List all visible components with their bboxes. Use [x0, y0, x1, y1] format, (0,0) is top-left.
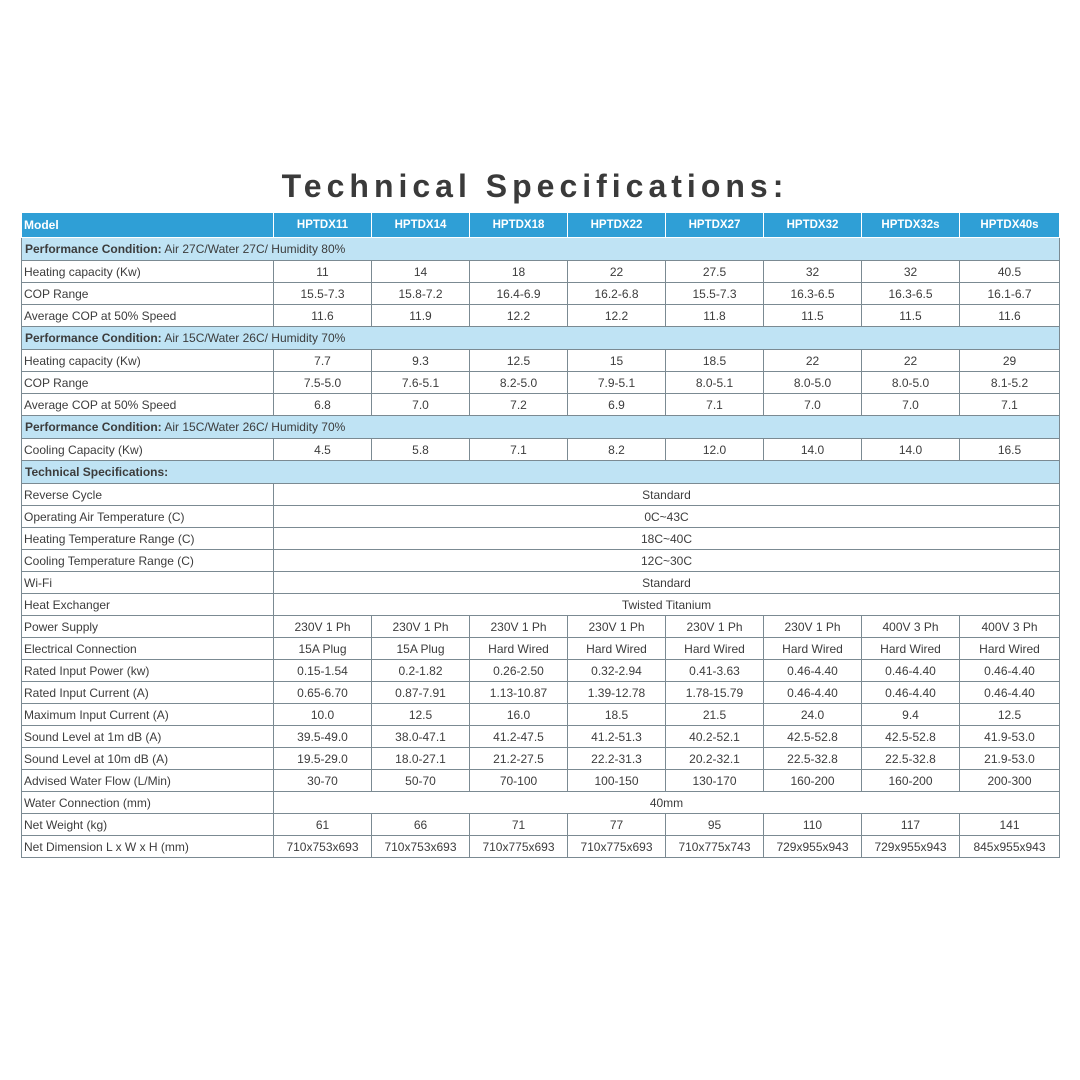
- row-value-cell: 7.6-5.1: [372, 372, 470, 394]
- row-value-cell: 100-150: [568, 770, 666, 792]
- row-value-cell: 0.46-4.40: [862, 682, 960, 704]
- table-row: [22, 572, 1060, 594]
- table-row: [22, 682, 1060, 704]
- section-heading: [22, 238, 1060, 261]
- row-value-cell: 11.8: [666, 305, 764, 327]
- row-value-cell: 20.2-32.1: [666, 748, 764, 770]
- row-value-cell: 18.5: [666, 350, 764, 372]
- row-value-cell: 0.46-4.40: [764, 660, 862, 682]
- row-value-cell: 0.46-4.40: [960, 682, 1060, 704]
- section-header-row: [22, 238, 1060, 261]
- row-value-cell: 0.41-3.63: [666, 660, 764, 682]
- row-value-cell: 130-170: [666, 770, 764, 792]
- row-value-cell: 15: [568, 350, 666, 372]
- row-value-cell: 7.0: [372, 394, 470, 416]
- row-value-cell: 16.3-6.5: [862, 283, 960, 305]
- model-column-header: HPTDX11: [274, 213, 372, 238]
- row-value-cell: 6.9: [568, 394, 666, 416]
- row-value-cell: 8.0-5.0: [862, 372, 960, 394]
- page-title: Technical Specifications:: [281, 168, 789, 204]
- table-row: [22, 704, 1060, 726]
- row-label: Heating capacity (Kw): [22, 261, 274, 283]
- row-label: Sound Level at 1m dB (A): [22, 726, 274, 748]
- table-row: [22, 748, 1060, 770]
- row-value-cell: 22.5-32.8: [862, 748, 960, 770]
- row-label: Reverse Cycle: [22, 484, 274, 506]
- row-value-cell: 61: [274, 814, 372, 836]
- row-value-cell: 8.0-5.1: [666, 372, 764, 394]
- row-value-cell: 22: [568, 261, 666, 283]
- row-value-cell: 729x955x943: [764, 836, 862, 858]
- row-value-cell: 11: [274, 261, 372, 283]
- row-value-cell: 70-100: [470, 770, 568, 792]
- row-value-cell: 1.78-15.79: [666, 682, 764, 704]
- row-value-cell: 21.2-27.5: [470, 748, 568, 770]
- model-column-header: HPTDX27: [666, 213, 764, 238]
- row-value-cell: 7.5-5.0: [274, 372, 372, 394]
- row-label: Heating Temperature Range (C): [22, 528, 274, 550]
- table-row: [22, 283, 1060, 305]
- row-value-cell: 22.2-31.3: [568, 748, 666, 770]
- row-value-cell: 41.2-47.5: [470, 726, 568, 748]
- row-value-cell: 7.9-5.1: [568, 372, 666, 394]
- row-value-cell: 0.87-7.91: [372, 682, 470, 704]
- row-value-cell: 14: [372, 261, 470, 283]
- row-value-all-models: Standard: [274, 484, 1060, 506]
- row-label: COP Range: [22, 372, 274, 394]
- row-value-cell: 16.0: [470, 704, 568, 726]
- row-value-cell: 8.2: [568, 439, 666, 461]
- table-row: [22, 814, 1060, 836]
- row-value-cell: 7.0: [764, 394, 862, 416]
- row-value-cell: 95: [666, 814, 764, 836]
- table-row: [22, 439, 1060, 461]
- row-value-cell: 230V 1 Ph: [764, 616, 862, 638]
- row-value-cell: 0.46-4.40: [764, 682, 862, 704]
- row-value-cell: 27.5: [666, 261, 764, 283]
- row-value-cell: 12.5: [470, 350, 568, 372]
- row-value-cell: Hard Wired: [568, 638, 666, 660]
- row-value-cell: Hard Wired: [862, 638, 960, 660]
- row-value-cell: 400V 3 Ph: [960, 616, 1060, 638]
- model-column-header: HPTDX14: [372, 213, 470, 238]
- row-value-all-models: 0C~43C: [274, 506, 1060, 528]
- row-value-cell: 15A Plug: [274, 638, 372, 660]
- row-value-cell: 16.2-6.8: [568, 283, 666, 305]
- header-row: [22, 213, 1060, 238]
- table-row: [22, 528, 1060, 550]
- row-value-cell: 41.9-53.0: [960, 726, 1060, 748]
- row-value-cell: Hard Wired: [960, 638, 1060, 660]
- row-label: Operating Air Temperature (C): [22, 506, 274, 528]
- row-label: Rated Input Power (kw): [22, 660, 274, 682]
- row-value-cell: 18.0-27.1: [372, 748, 470, 770]
- row-value-cell: 11.6: [274, 305, 372, 327]
- row-value-cell: 710x775x693: [568, 836, 666, 858]
- row-value-cell: 0.65-6.70: [274, 682, 372, 704]
- table-row: [22, 394, 1060, 416]
- row-value-all-models: 18C~40C: [274, 528, 1060, 550]
- row-value-cell: 42.5-52.8: [764, 726, 862, 748]
- row-value-cell: 7.1: [470, 439, 568, 461]
- row-value-cell: Hard Wired: [666, 638, 764, 660]
- row-value-cell: 41.2-51.3: [568, 726, 666, 748]
- row-value-cell: 16.5: [960, 439, 1060, 461]
- row-value-cell: 9.4: [862, 704, 960, 726]
- row-value-cell: 15A Plug: [372, 638, 470, 660]
- row-value-cell: 15.8-7.2: [372, 283, 470, 305]
- row-label: Cooling Temperature Range (C): [22, 550, 274, 572]
- section-heading-label: Performance Condition:: [25, 331, 162, 345]
- row-label: Cooling Capacity (Kw): [22, 439, 274, 461]
- row-value-cell: 1.39-12.78: [568, 682, 666, 704]
- row-label: Power Supply: [22, 616, 274, 638]
- row-value-cell: 11.5: [862, 305, 960, 327]
- section-header-row: [22, 327, 1060, 350]
- row-value-cell: 15.5-7.3: [274, 283, 372, 305]
- row-value-cell: 1.13-10.87: [470, 682, 568, 704]
- row-value-cell: 6.8: [274, 394, 372, 416]
- table-row: [22, 506, 1060, 528]
- row-value-cell: 30-70: [274, 770, 372, 792]
- row-value-cell: 32: [862, 261, 960, 283]
- section-header-row: [22, 461, 1060, 484]
- table-row: [22, 638, 1060, 660]
- row-value-cell: 160-200: [862, 770, 960, 792]
- row-value-cell: 11.6: [960, 305, 1060, 327]
- table-row: [22, 350, 1060, 372]
- section-heading-label: Performance Condition:: [25, 242, 162, 256]
- row-label: Wi-Fi: [22, 572, 274, 594]
- model-column-header: HPTDX32s: [862, 213, 960, 238]
- row-label: Water Connection (mm): [22, 792, 274, 814]
- row-value-cell: 18.5: [568, 704, 666, 726]
- row-value-cell: 710x775x743: [666, 836, 764, 858]
- row-value-cell: 160-200: [764, 770, 862, 792]
- row-value-cell: Hard Wired: [470, 638, 568, 660]
- table-row: [22, 616, 1060, 638]
- row-value-cell: 42.5-52.8: [862, 726, 960, 748]
- row-value-cell: 8.0-5.0: [764, 372, 862, 394]
- row-value-cell: 7.1: [960, 394, 1060, 416]
- row-value-cell: 110: [764, 814, 862, 836]
- row-value-cell: 40.5: [960, 261, 1060, 283]
- row-value-cell: 8.2-5.0: [470, 372, 568, 394]
- table-row: [22, 372, 1060, 394]
- row-value-cell: 38.0-47.1: [372, 726, 470, 748]
- row-value-cell: 29: [960, 350, 1060, 372]
- row-value-cell: 4.5: [274, 439, 372, 461]
- table-row: [22, 726, 1060, 748]
- row-value-cell: 11.5: [764, 305, 862, 327]
- row-label: Electrical Connection: [22, 638, 274, 660]
- model-column-header: HPTDX40s: [960, 213, 1060, 238]
- row-value-cell: 230V 1 Ph: [372, 616, 470, 638]
- row-value-cell: 50-70: [372, 770, 470, 792]
- row-value-cell: 8.1-5.2: [960, 372, 1060, 394]
- model-column-header: HPTDX22: [568, 213, 666, 238]
- section-heading-label: Performance Condition:: [25, 420, 162, 434]
- row-value-cell: 845x955x943: [960, 836, 1060, 858]
- section-header-row: [22, 416, 1060, 439]
- row-value-cell: 12.5: [372, 704, 470, 726]
- row-value-all-models: Twisted Titanium: [274, 594, 1060, 616]
- row-value-cell: 0.2-1.82: [372, 660, 470, 682]
- row-value-cell: 0.15-1.54: [274, 660, 372, 682]
- row-value-cell: 400V 3 Ph: [862, 616, 960, 638]
- row-value-cell: 71: [470, 814, 568, 836]
- row-value-cell: 710x753x693: [274, 836, 372, 858]
- row-label: Maximum Input Current (A): [22, 704, 274, 726]
- row-value-cell: 0.46-4.40: [862, 660, 960, 682]
- row-value-cell: 710x753x693: [372, 836, 470, 858]
- row-value-cell: 7.0: [862, 394, 960, 416]
- section-heading: [22, 416, 1060, 439]
- section-heading-condition: Air 27C/Water 27C/ Humidity 80%: [161, 242, 346, 256]
- row-value-all-models: Standard: [274, 572, 1060, 594]
- row-label: Rated Input Current (A): [22, 682, 274, 704]
- row-value-cell: 16.4-6.9: [470, 283, 568, 305]
- section-heading: [22, 461, 1060, 484]
- row-value-cell: 66: [372, 814, 470, 836]
- row-value-cell: 16.3-6.5: [764, 283, 862, 305]
- row-value-cell: 200-300: [960, 770, 1060, 792]
- row-value-cell: 117: [862, 814, 960, 836]
- row-value-cell: 15.5-7.3: [666, 283, 764, 305]
- row-value-cell: 19.5-29.0: [274, 748, 372, 770]
- table-row: [22, 770, 1060, 792]
- row-value-cell: 77: [568, 814, 666, 836]
- row-value-cell: 22: [764, 350, 862, 372]
- table-row: [22, 305, 1060, 327]
- row-value-all-models: 40mm: [274, 792, 1060, 814]
- row-value-cell: 21.5: [666, 704, 764, 726]
- row-value-cell: 7.1: [666, 394, 764, 416]
- row-label: Advised Water Flow (L/Min): [22, 770, 274, 792]
- section-heading-label: Technical Specifications:: [25, 465, 169, 479]
- spec-table-body: [22, 238, 1060, 858]
- row-value-cell: 11.9: [372, 305, 470, 327]
- row-value-cell: 12.2: [568, 305, 666, 327]
- table-row: [22, 660, 1060, 682]
- row-label: Net Dimension L x W x H (mm): [22, 836, 274, 858]
- row-value-cell: 7.7: [274, 350, 372, 372]
- row-label: Sound Level at 10m dB (A): [22, 748, 274, 770]
- row-value-cell: 18: [470, 261, 568, 283]
- row-value-cell: 729x955x943: [862, 836, 960, 858]
- row-value-cell: 32: [764, 261, 862, 283]
- row-value-cell: 24.0: [764, 704, 862, 726]
- row-value-cell: 0.32-2.94: [568, 660, 666, 682]
- row-value-cell: 16.1-6.7: [960, 283, 1060, 305]
- row-value-cell: 230V 1 Ph: [470, 616, 568, 638]
- row-label: COP Range: [22, 283, 274, 305]
- section-heading: [22, 327, 1060, 350]
- row-value-cell: 0.46-4.40: [960, 660, 1060, 682]
- row-label: Heat Exchanger: [22, 594, 274, 616]
- spec-table: [21, 212, 1060, 858]
- row-value-cell: 14.0: [862, 439, 960, 461]
- model-column-header: HPTDX18: [470, 213, 568, 238]
- model-header: Model: [22, 213, 274, 238]
- row-value-cell: 710x775x693: [470, 836, 568, 858]
- row-value-cell: 22.5-32.8: [764, 748, 862, 770]
- row-value-cell: 7.2: [470, 394, 568, 416]
- row-value-all-models: 12C~30C: [274, 550, 1060, 572]
- table-row: [22, 792, 1060, 814]
- row-value-cell: 9.3: [372, 350, 470, 372]
- row-value-cell: 5.8: [372, 439, 470, 461]
- row-label: Net Weight (kg): [22, 814, 274, 836]
- row-value-cell: Hard Wired: [764, 638, 862, 660]
- row-value-cell: 0.26-2.50: [470, 660, 568, 682]
- row-value-cell: 230V 1 Ph: [568, 616, 666, 638]
- row-label: Average COP at 50% Speed: [22, 394, 274, 416]
- row-value-cell: 10.0: [274, 704, 372, 726]
- row-value-cell: 14.0: [764, 439, 862, 461]
- row-value-cell: 12.2: [470, 305, 568, 327]
- model-column-header: HPTDX32: [764, 213, 862, 238]
- table-row: [22, 836, 1060, 858]
- row-value-cell: 39.5-49.0: [274, 726, 372, 748]
- row-value-cell: 230V 1 Ph: [274, 616, 372, 638]
- section-heading-condition: Air 15C/Water 26C/ Humidity 70%: [161, 331, 346, 345]
- row-value-cell: 12.0: [666, 439, 764, 461]
- table-row: [22, 550, 1060, 572]
- table-row: [22, 484, 1060, 506]
- table-row: [22, 594, 1060, 616]
- section-heading-condition: Air 15C/Water 26C/ Humidity 70%: [161, 420, 346, 434]
- row-value-cell: 230V 1 Ph: [666, 616, 764, 638]
- row-label: Heating capacity (Kw): [22, 350, 274, 372]
- row-value-cell: 12.5: [960, 704, 1060, 726]
- row-value-cell: 141: [960, 814, 1060, 836]
- row-value-cell: 40.2-52.1: [666, 726, 764, 748]
- row-value-cell: 22: [862, 350, 960, 372]
- table-row: [22, 261, 1060, 283]
- row-value-cell: 21.9-53.0: [960, 748, 1060, 770]
- row-label: Average COP at 50% Speed: [22, 305, 274, 327]
